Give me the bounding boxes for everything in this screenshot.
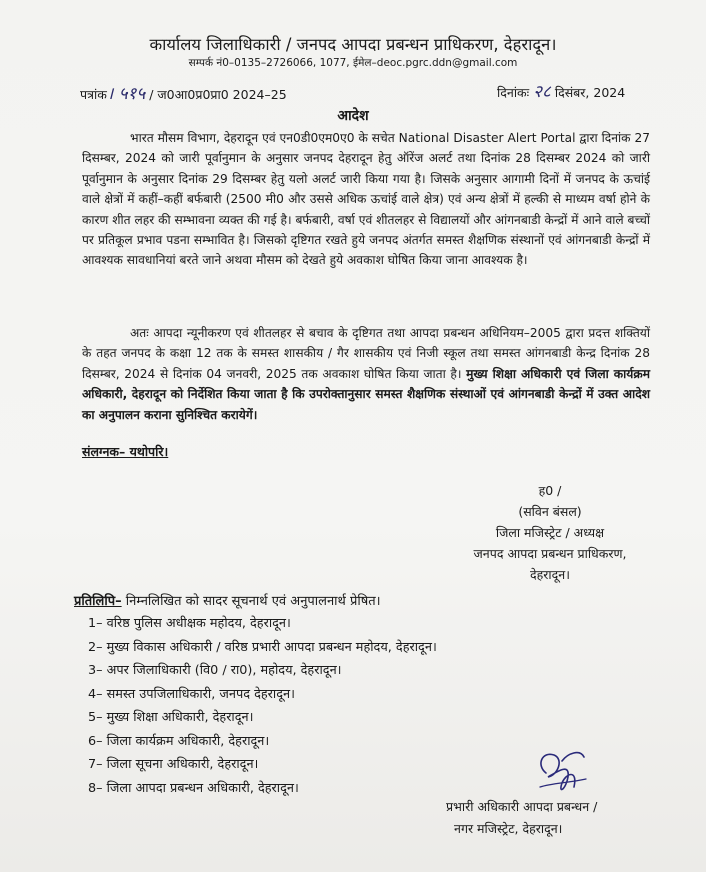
list-item: 2– मुख्य विकास अधिकारी / वरिष्ठ प्रभारी आपदा प्रबन्धन महोदय, देहरादून।	[88, 639, 437, 655]
list-item: 1– वरिष्ठ पुलिस अधीक्षक महोदय, देहरादून।	[88, 616, 291, 631]
officer-designation-line1: प्रभारी अधिकारी आपदा प्रबन्धन /	[446, 799, 598, 814]
paragraph2-lead: अतः आपदा न्यूनीकरण एवं शीतलहर से बचाव के दृष्टिगत तथा आपदा प्रबन्धन अधिनियम–2005 द्वारा प्रदत्त शक्तियों के तहत जनपद के कक्षा 12 तक के समस्त शासकीय / गैर शासकीय एवं निजी स्कूल तथा समस्त आंगनबाडी केन्द्र दिनांक 28 दिसम्बर, 2024 से दिनांक 04 जनवरी, 2025 तक अवकाश घोषित किया जाता है।	[82, 326, 650, 381]
signatory-designation: जिला मजिस्ट्रेट / अध्यक्ष	[495, 525, 605, 540]
order-heading: आदेश	[337, 108, 369, 124]
district-magistrate-signature-block	[440, 480, 660, 585]
paragraph2-rest: मुख्य शिक्षा अधिकारी एवं जिला कार्यक्रम अधिकारी, देहरादून को निर्देशित किया जाता है कि उपरोक्तानुसार समस्त शैक्षणिक संस्थाओं एवं आंगनबाडी केन्द्रों में उक्त आदेश का अनुपालन कराना सुनिश्चित करायेगें।	[82, 366, 651, 422]
order-paragraph-2	[82, 323, 650, 425]
list-item: 5– मुख्य शिक्षा अधिकारी, देहरादून।	[88, 710, 254, 725]
list-item: 4– समस्त उपजिलाधिकारी, जनपद देहरादून।	[88, 686, 295, 702]
enclosure-note: संलग्नक– यथोपरि।	[82, 444, 169, 459]
date-label: दिनांकः	[497, 85, 530, 100]
list-item: 8– जिला आपदा प्रबन्धन अधिकारी, देहरादून।	[88, 780, 299, 796]
date-day-handwritten: २८	[533, 82, 551, 102]
copy-to-heading	[74, 591, 381, 609]
letter-date	[497, 79, 625, 102]
letter-no-label: पत्रांक	[80, 87, 107, 102]
date-rest: दिसंबर, 2024	[554, 85, 626, 100]
office-title: कार्यालय जिलाधिकारी / जनपद आपदा प्रबन्धन प्राधिकरण, देहरादून।	[149, 35, 557, 54]
copy-to-list	[88, 612, 437, 800]
letter-no-suffix: / ज0आ0प्र0प्रा0 2024–25	[149, 87, 287, 102]
copy-to-label: प्रतिलिपि–	[74, 594, 122, 609]
letter-no-handwritten: । ५१५	[106, 84, 146, 104]
list-item: 7– जिला सूचना अधिकारी, देहरादून।	[88, 757, 259, 772]
officer-designation-line2: नगर मजिस्ट्रेट, देहरादून।	[454, 821, 563, 836]
copy-to-text: निम्नलिखित को सादर सूचनार्थ एवं अनुपालनार्थ प्रेषित।	[125, 594, 381, 609]
list-item: 3– अपर जिलाधिकारी (वि0 / रा0), महोदय, देहरादून।	[88, 663, 342, 678]
signatory-name: (सविन बंसल)	[518, 504, 582, 519]
contact-line: सम्पर्क नं0–0135–2726066, 1077, ईमेल–deoc.pgrc.ddn@gmail.com	[188, 57, 518, 69]
signatory-place: देहरादून।	[530, 567, 570, 582]
letter-reference	[80, 81, 287, 104]
order-paragraph-1: भारत मौसम विभाग, देहरादून एवं एन0डी0एम0ए0 के सचेत National Disaster Alert Portal द्वारा दिनांक 27 दिसम्बर, 2024 को जारी पूर्वानुमान के अनुसार जनपद देहरादून हेतु ऑरेंज अलर्ट तथा दिनांक 28 दिसम्बर 2024 को जारी पूर्वानुमान के अनुसार दिनांक 29 दिसम्बर हेतु यलो अलर्ट जारी किया गया है। जिसके अनुसार आगामी दिनों में जनपद के ऊचांई वाले क्षेत्रों में कहीं–कहीं बर्फबारी (2500 मी0 और उससे अधिक ऊचांई वाले क्षेत्र) एवं अन्य क्षेत्रों में हल्की से माध्यम वर्षा होने के कारण शीत लहर की सम्भावना व्यक्त की गई है। बर्फबारी, वर्षा एवं शीतलहर से विद्यालयों और आंगनबाडी केन्द्रों में आने वाले बच्चों पर प्रतिकूल प्रभाव पडना सम्भावित है। जिसको दृष्टिगत रखते हुये जनपद अंतर्गत समस्त शैक्षणिक संस्थानों एवं आंगनबाडी केन्द्रों में आवश्यक सावधानियां बरते जाने अथवा मौसम को देखते हुये अवकाश घोषित किया जाना आवश्यक है।	[82, 131, 650, 268]
signatory-authority: जनपद आपदा प्रबन्धन प्राधिकरण,	[473, 546, 627, 561]
signed-mark: ह0 /	[538, 483, 562, 498]
officer-in-charge-signature-block	[446, 796, 666, 840]
handwritten-signature-icon	[528, 743, 598, 803]
list-item: 6– जिला कार्यक्रम अधिकारी, देहरादून।	[88, 733, 270, 749]
